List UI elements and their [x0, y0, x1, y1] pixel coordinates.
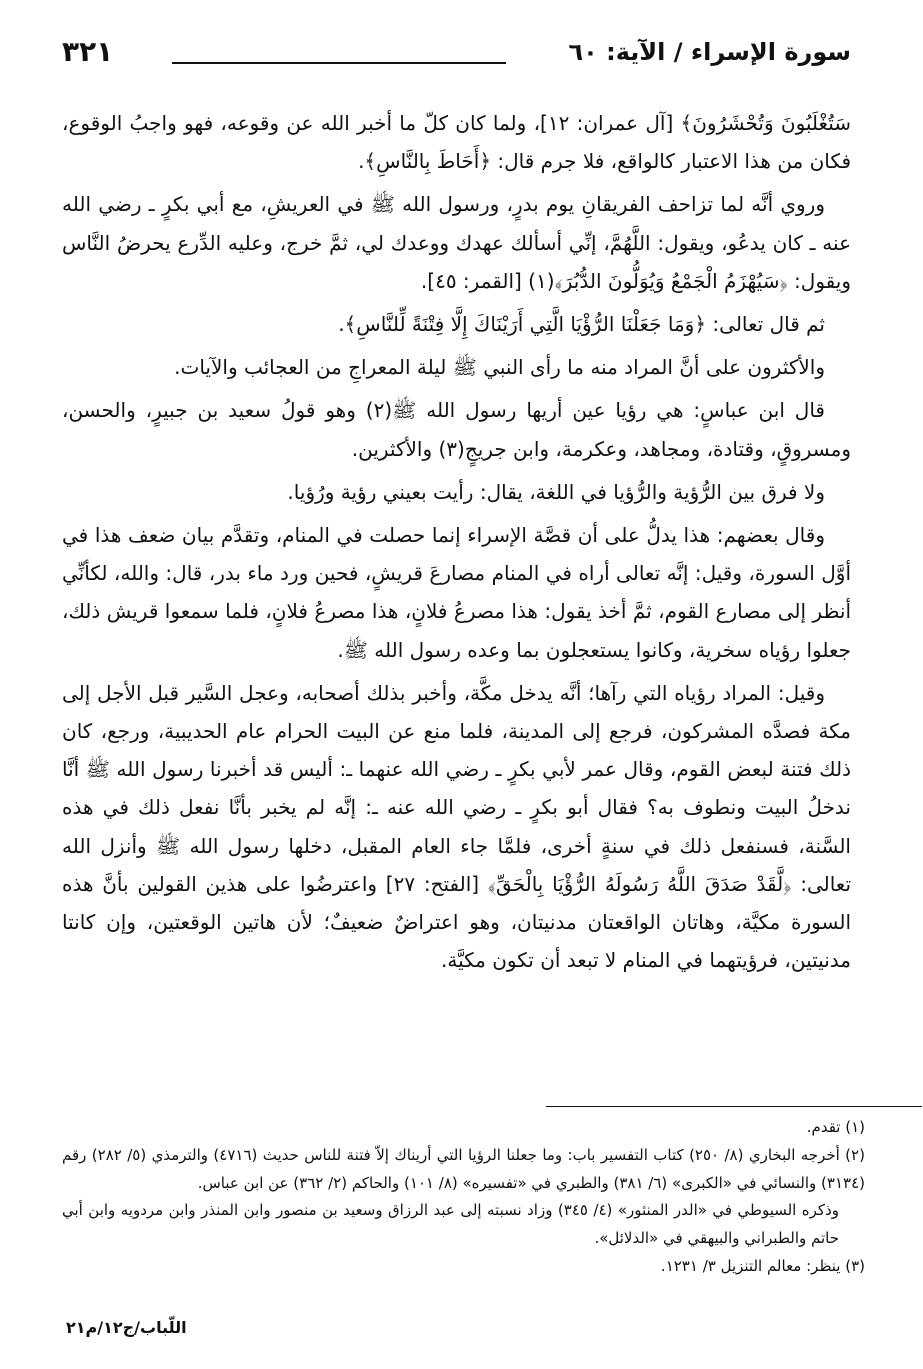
- footnotes: [62, 1114, 865, 1281]
- footnote: (١) تقدم.: [806, 1118, 865, 1136]
- paragraph: ثم قال تعالى: ﴿وَمَا جَعَلْنَا الرُّؤْيَا الَّتِي أَرَيْنَاكَ إِلَّا فِتْنَةً لِّلنَّاسِ﴾.: [338, 312, 825, 337]
- running-header-title: سورة الإسراء / الآية: ٦٠: [568, 38, 851, 66]
- paragraph: وقال بعضهم: هذا يدلُّ على أن قصَّة الإسراء إنما حصلت في المنام، وتقدَّم بيان ضعف هذا في أوَّل السورة، وقيل: إنَّه تعالى أراه في المنام مصارعَ قريشٍ، فحين ورد ماء بدر، قال: والله، لكأنِّي أنظر إلى مصارع القوم، ثمَّ أخذ يقول: هذا مصرعُ فلانٍ، هذا مصرعُ فلانٍ، فلما سمعوا قريش ذلك، جعلوا رؤياه سخرية، وكانوا يستعجلون بما وعده رسول الله ﷺ.: [62, 523, 851, 662]
- paragraph: قال ابن عباسٍ: هي رؤيا عين أريها رسول الله ﷺ(٢) وهو قولُ سعيد بن جبيرٍ، والحسن، ومسروقٍ، وقتادة، ومجاهد، وعكرمة، وابن جريجٍ(٣) والأكثرين.: [62, 398, 851, 461]
- page-number: ٣٢١: [62, 35, 114, 68]
- footnote-rule: [546, 1106, 922, 1107]
- footnote: (٣) ينظر: معالم التنزيل ٣/ ١٢٣١.: [660, 1256, 865, 1275]
- paragraph: والأكثرون على أنَّ المراد منه ما رأى النبي ﷺ ليلة المعراجِ من العجائب والآيات.: [174, 355, 825, 380]
- paragraph: ولا فرق بين الرُّؤية والرُّؤيا في اللغة، يقال: رأيت بعيني رؤية ورُؤيا.: [287, 479, 825, 504]
- paragraph: وروي أنَّه لما تزاحف الفريقانِ يوم بدرٍ، ورسول الله ﷺ في العريشِ، مع أبي بكرٍ ـ رضي الله عنه ـ كان يدعُو، ويقول: اللَّهُمَّ، إنِّي أسألك عهدك ووعدك لي، ثمَّ خرج، وعليه الدِّرع يحرضُ النَّاس ويقول: ﴿سَيُهْزَمُ الْجَمْعُ وَيُوَلُّونَ الدُّبُرَ﴾(١) [القمر: ٤٥].: [62, 192, 851, 293]
- signature-mark: اللّباب/ج١٢/م٢١: [66, 1318, 187, 1337]
- paragraph: سَتُغْلَبُونَ وَتُحْشَرُونَ﴾ [آل عمران: ١٢]، ولما كان كلّ ما أخبر الله عن وقوعه، فهو واجبُ الوقوع، فكان من هذا الاعتبار كالواقع، فلا جرم قال: ﴿أَحَاطَ بِالنَّاسِ﴾.: [62, 111, 851, 174]
- footnote-continuation: وذكره السيوطي في «الدر المنثور» (٤/ ٣٤٥) وزاد نسبته إلى عبد الرزاق وسعيد بن منصور وابن المنذر وابن مردويه وابن أبي حاتم والطبراني والبيهقي في «الدلائل».: [62, 1201, 839, 1248]
- paragraph: وقيل: المراد رؤياه التي رآها؛ أنَّه يدخل مكَّة، وأخبر بذلك أصحابه، وعجل السَّير قبل الأجل إلى مكة فصدَّه المشركون، فرجع إلى المدينة، فلما منع عن البيت الحرام عام الحديبية، ورجع، كان ذلك فتنة لبعض القوم، وقال عمر لأبي بكرٍ ـ رضي الله عنهما ـ: أليس قد أخبرنا رسول الله ﷺ أنَّا ندخلُ البيت ونطوف به؟ فقال أبو بكرٍ ـ رضي الله عنه ـ: إنَّه لم يخبر بأنَّا نفعل ذلك في هذه السَّنة، فسنفعل ذلك في سنةٍ أخرى، فلمَّا جاء العام المقبل، دخلها رسول الله ﷺ وأنزل الله تعالى: ﴿لَّقَدْ صَدَقَ اللَّهُ رَسُولَهُ الرُّؤْيَا بِالْحَقِّ﴾ [الفتح: ٢٧] واعترضُوا على هذين القولين بأنَّ هذه السورة مكيَّة، وهاتان الواقعتان مدنيتان، وهو اعتراضٌ ضعيفٌ؛ لأن هاتين الوقعتين، وإن كانتا مدنيتين، فرؤيتهما في المنام لا تبعد أن تكون مكيَّة.: [62, 680, 852, 973]
- header-rule: [172, 62, 506, 64]
- footnote: (٢) أخرجه البخاري (٨/ ٢٥٠) كتاب التفسير باب: وما جعلنا الرؤيا التي أريناك إلاّ فتنة للناس حديث (٤٧١٦) والترمذي (٥/ ٢٨٢) رقم (٣١٣٤) والنسائي في «الكبرى» (٦/ ٣٨١) والطبري في «تفسيره» (٨/ ١٠١) والحاكم (٢/ ٣٦٢) عن ابن عباس.: [62, 1145, 865, 1192]
